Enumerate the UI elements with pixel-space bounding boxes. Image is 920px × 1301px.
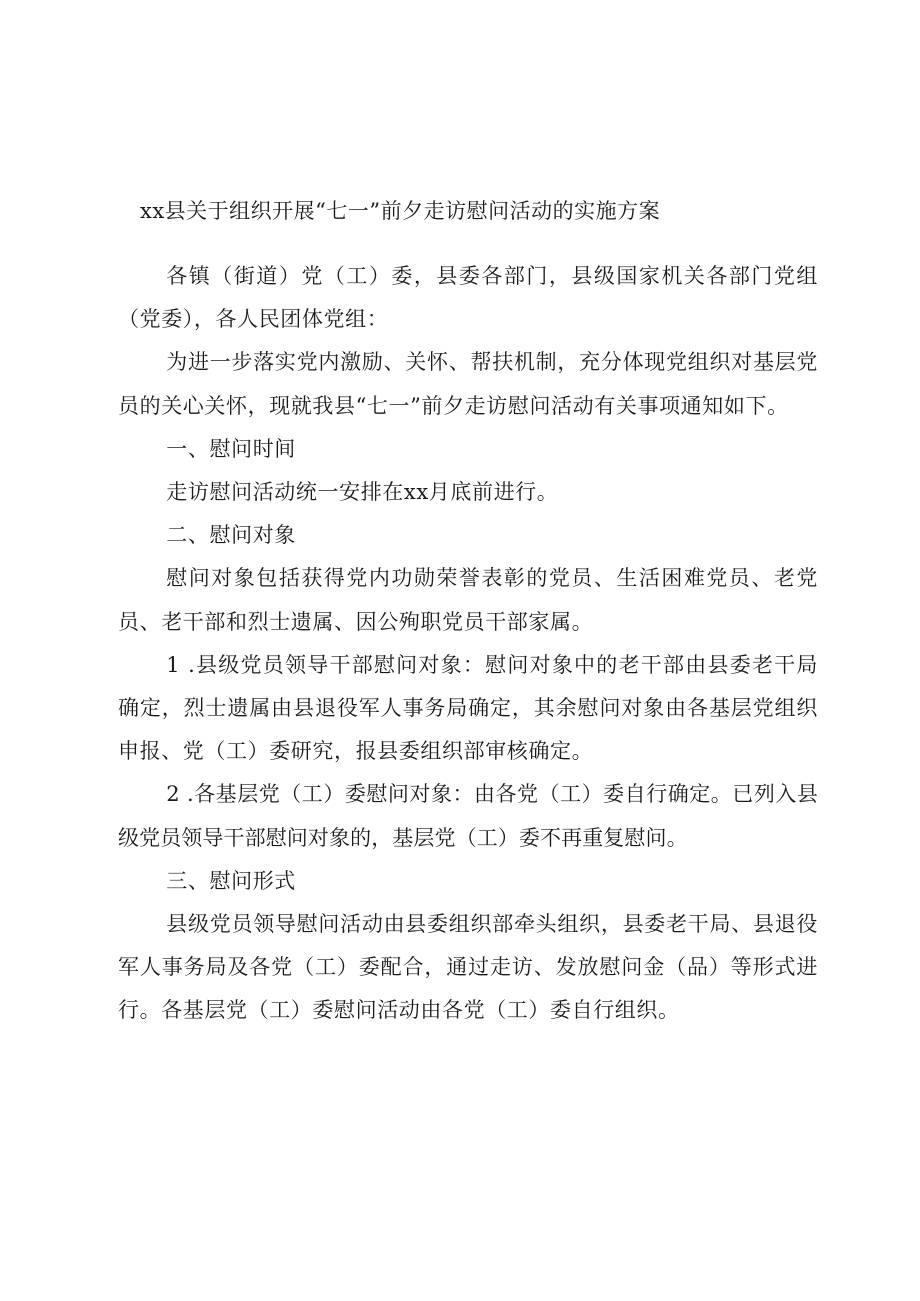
section-heading-form: 三、慰问形式	[166, 868, 296, 893]
document-body	[118, 255, 818, 1033]
form-paragraph: 县级党员领导慰问活动由县委组织部牵头组织，县委老干局、县退役军人事务局及各党（工）委配合，通过走访、发放慰问金（品）等形式进行。各基层党（工）委慰问活动由各党（工）委自行组织。	[118, 912, 818, 1023]
targets-item-1: 1 .县级党员领导干部慰问对象：慰问对象中的老干部由县委老干局确定，烈士遗属由县退役军人事务局确定，其余慰问对象由各基层党组织申报、党（工）委研究，报县委组织部审核确定。	[118, 652, 818, 764]
intro-paragraph: 为进一步落实党内激励、关怀、帮扶机制，充分体现党组织对基层党员的关心关怀，现就我县“七一”前夕走访慰问活动有关事项通知如下。	[118, 350, 818, 418]
time-paragraph: 走访慰问活动统一安排在xx月底前进行。	[166, 480, 559, 505]
salutation-paragraph: 各镇（街道）党（工）委，县委各部门，县级国家机关各部门党组（党委），各人民团体党组：	[118, 264, 818, 332]
section-heading-time: 一、慰问时间	[166, 436, 296, 461]
targets-item-2: 2 .各基层党（工）委慰问对象：由各党（工）委自行确定。已列入县级党员领导干部慰问对象的，基层党（工）委不再重复慰问。	[118, 782, 818, 850]
document-title: xx县关于组织开展“七一”前夕走访慰问活动的实施方案	[140, 199, 661, 223]
section-heading-targets: 二、慰问对象	[166, 523, 296, 548]
targets-paragraph: 慰问对象包括获得党内功勋荣誉表彰的党员、生活困难党员、老党员、老干部和烈士遗属、因公殉职党员干部家属。	[118, 566, 818, 634]
